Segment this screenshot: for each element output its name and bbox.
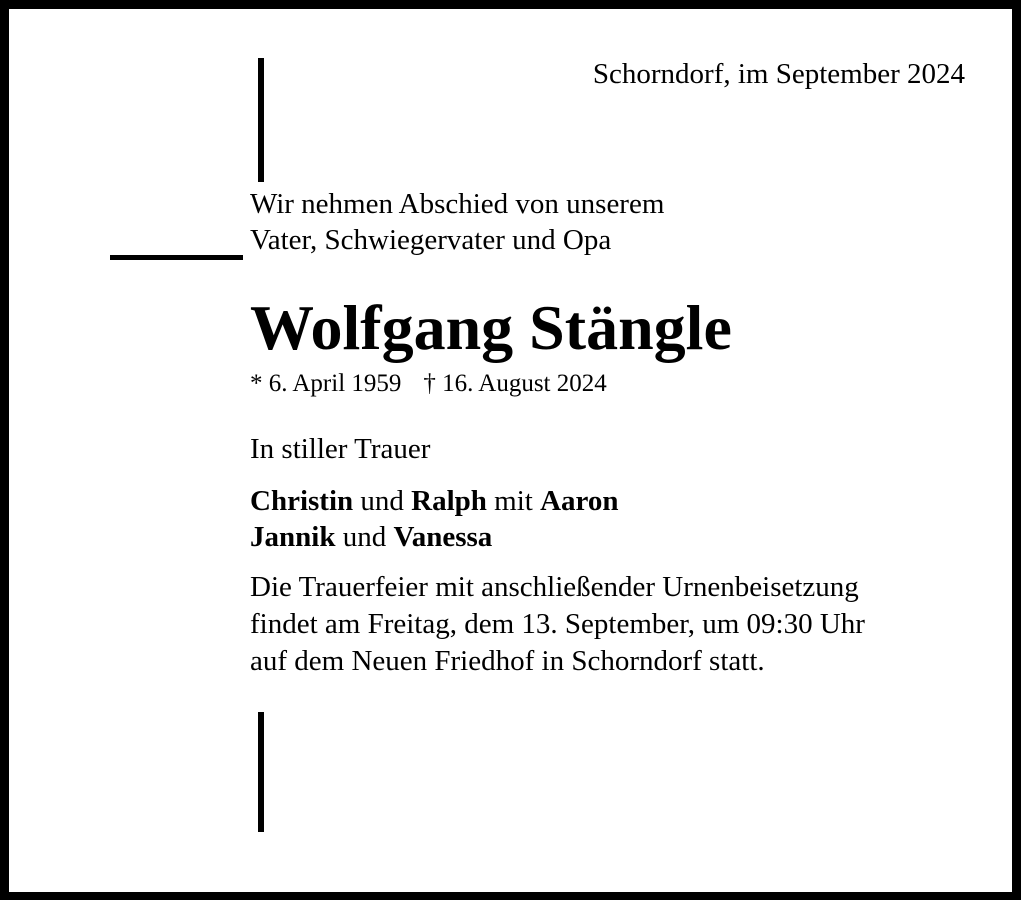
family-member: Vanessa bbox=[393, 521, 493, 553]
conjunction: und bbox=[342, 521, 387, 553]
birth-date: * 6. April 1959 bbox=[250, 370, 402, 397]
intro-line: Wir nehmen Abschied von unserem bbox=[250, 188, 665, 220]
conjunction: und bbox=[360, 485, 404, 517]
life-dates bbox=[250, 368, 970, 400]
intro-text bbox=[250, 186, 970, 258]
notice-line: findet am Freitag, dem 13. September, um 09:30 Uhr bbox=[250, 608, 865, 640]
family-line bbox=[250, 483, 970, 519]
cross-upper-beam bbox=[258, 58, 264, 182]
family-member: Aaron bbox=[540, 485, 619, 517]
death-date: † 16. August 2024 bbox=[423, 370, 607, 397]
deceased-name: Wolfgang Stängle bbox=[250, 292, 732, 363]
family-member: Ralph bbox=[411, 485, 487, 517]
family-member: Jannik bbox=[250, 521, 336, 553]
notice-line: auf dem Neuen Friedhof in Schorndorf statt. bbox=[250, 645, 765, 677]
funeral-notice bbox=[250, 569, 970, 680]
cross-horizontal-beam bbox=[110, 255, 243, 260]
cross-lower-beam bbox=[258, 712, 264, 832]
family-names bbox=[250, 483, 970, 555]
family-member: Christin bbox=[250, 485, 354, 517]
mourning-phrase: In stiller Trauer bbox=[250, 433, 431, 465]
intro-line: Vater, Schwiegervater und Opa bbox=[250, 224, 612, 256]
conjunction: mit bbox=[494, 485, 533, 517]
notice-line: Die Trauerfeier mit anschließender Urnenbeisetzung bbox=[250, 571, 859, 603]
notice-content bbox=[250, 186, 970, 680]
place-and-date: Schorndorf, im September 2024 bbox=[592, 58, 965, 90]
family-line bbox=[250, 519, 970, 555]
